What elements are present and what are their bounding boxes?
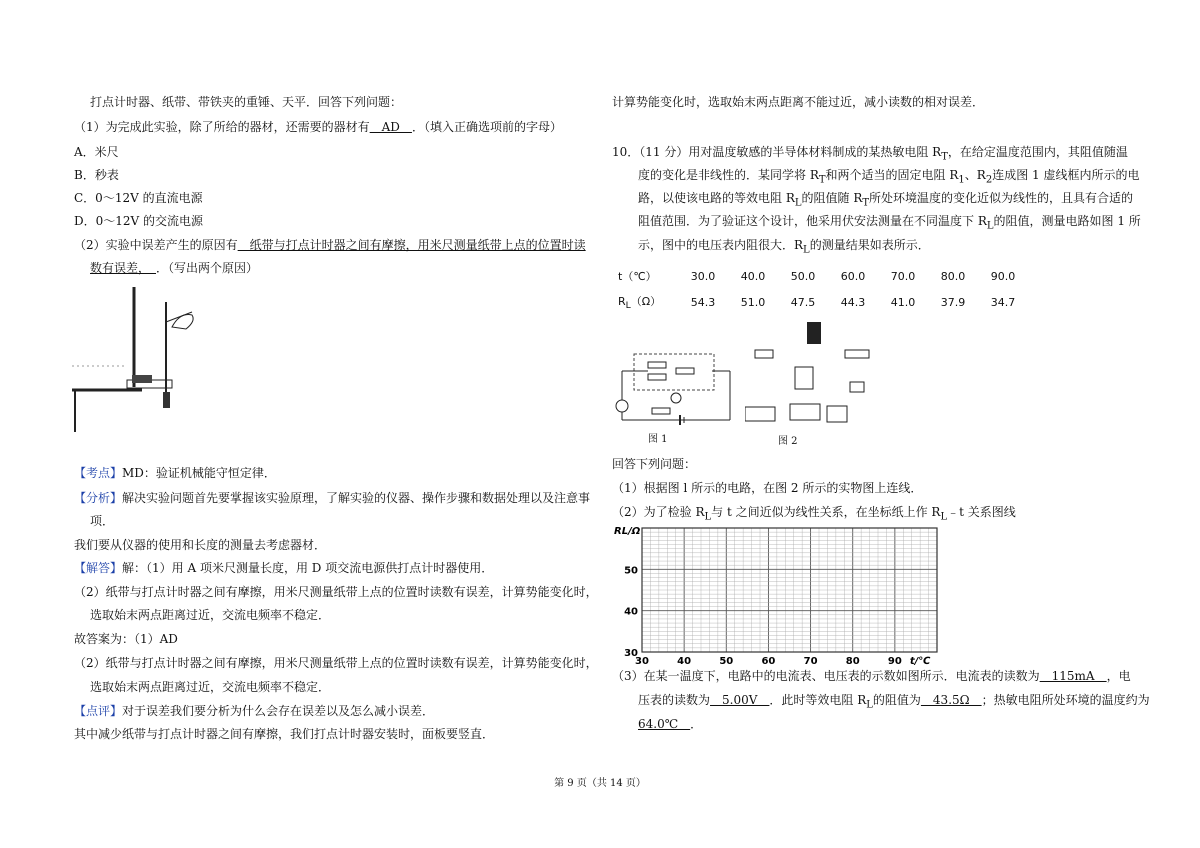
table-cell: 50.0 bbox=[790, 269, 816, 283]
data-table bbox=[618, 263, 1028, 315]
option-c: C．0～12V 的直流电源 bbox=[74, 191, 203, 205]
option-b: B．秒表 bbox=[74, 168, 119, 182]
x-tick-label: 40 bbox=[677, 656, 692, 666]
fenxi-line: 【分析】解决实验问题首先要掌握该实验原理，了解实验的仪器、操作步骤和数据处理以及注意事 bbox=[74, 491, 591, 505]
table-cell: 41.0 bbox=[890, 295, 916, 309]
option-a: A．米尺 bbox=[74, 145, 119, 159]
table-header-r: $R_L(\Omega)$ bbox=[618, 294, 662, 312]
table-row bbox=[618, 263, 1028, 289]
jieda-line-2: （2）纸带与打点计时器之间有摩擦，用米尺测量纸带上点的位置时读数有误差，计算势能变化时， bbox=[74, 585, 598, 599]
dianping-line-2: 其中减少纸带与打点计时器之间有摩擦，我们打点计时器安装时，面板要竖直． bbox=[74, 727, 495, 741]
x-tick-label: 90 bbox=[887, 656, 902, 666]
q10-line-2: 度的变化是非线性的．某同学将 $R_T$和两个适当的固定电阻 $R_1$、$R_2$连成图 1 虚线框内所示的电 bbox=[638, 168, 1140, 186]
jieda-line-3: 选取始末两点距离过近，交流电频率不稳定． bbox=[90, 608, 331, 622]
table-cell: 51.0 bbox=[740, 295, 766, 309]
y-axis-label: RL/Ω bbox=[614, 526, 641, 537]
kaodian-line: 【考点】MD：验证机械能守恒定律． bbox=[74, 466, 276, 480]
page-footer: 第 9 页（共 14 页） bbox=[554, 778, 646, 789]
intro-line: 打点计时器、纸带、带铁夹的重锤、天平．回答下列问题： bbox=[90, 95, 403, 109]
x-tick-label: 50 bbox=[719, 656, 734, 666]
y-tick-label: 30 bbox=[624, 648, 638, 659]
figure-1-label: 图 1 bbox=[648, 434, 668, 445]
table-cell: 90.0 bbox=[990, 269, 1016, 283]
table-cell: 70.0 bbox=[890, 269, 916, 283]
q2-line: （2）实验中误差产生的原因有 纸带与打点计时器之间有摩擦，用米尺测量纸带上点的位置时读 bbox=[74, 238, 586, 252]
chart-grid bbox=[642, 528, 937, 652]
sub-q3-line-3: 64.0℃ ． bbox=[638, 717, 703, 731]
q10-line-5: 示，图中的电压表内阻很大．$R_L$的测量结果如表所示． bbox=[638, 238, 930, 256]
x-tick-label: 30 bbox=[635, 656, 649, 666]
answer-line-3: 选取始末两点距离过近，交流电频率不稳定． bbox=[90, 680, 331, 694]
table-cell: 40.0 bbox=[740, 269, 766, 283]
table-cell: 30.0 bbox=[690, 269, 716, 283]
sub-q3-line-2: 压表的读数为 5.00V ．此时等效电阻 $R_L$的阻值为 43.5Ω ；热敏电阻所处环境的温度约为 bbox=[638, 693, 1150, 711]
chart-axes bbox=[614, 526, 937, 666]
sub-q3: （3）在某一温度下，电路中的电流表、电压表的示数如图所示．电流表的读数为 115mA ，电 bbox=[612, 669, 1131, 683]
x-axis-label: t/℃ bbox=[909, 656, 931, 666]
table-cell: 44.3 bbox=[840, 295, 866, 309]
option-d: D．0～12V 的交流电源 bbox=[74, 214, 204, 228]
y-tick-label: 40 bbox=[624, 606, 638, 618]
x-tick-label: 60 bbox=[761, 656, 776, 666]
table-cell: 80.0 bbox=[940, 269, 966, 283]
carryover-line: 计算势能变化时，选取始末两点距离不能过近，减小读数的相对误差． bbox=[612, 95, 985, 109]
table-cell: 60.0 bbox=[840, 269, 866, 283]
table-header-t: t（℃） bbox=[618, 270, 657, 283]
fenxi-line-2: 项． bbox=[90, 514, 115, 528]
apparatus-figure bbox=[72, 282, 202, 432]
table-cell: 34.7 bbox=[990, 295, 1016, 309]
table-cell: 47.5 bbox=[790, 295, 816, 309]
x-tick-label: 80 bbox=[845, 656, 860, 666]
dianping-line: 【点评】对于误差我们要分析为什么会存在误差以及怎么减小误差． bbox=[74, 704, 435, 718]
q10-line-3: 路，以使该电路的等效电阻 $R_L$的阻值随 $R_T$所处环境温度的变化近似为线性的，且具有合适的 bbox=[638, 191, 1134, 209]
answer-line-2: （2）纸带与打点计时器之间有摩擦，用米尺测量纸带上点的位置时读数有误差，计算势能变化时， bbox=[74, 656, 598, 670]
graph-paper-chart bbox=[612, 522, 942, 666]
q1-line: （1）为完成此实验，除了所给的器材，还需要的器材有 AD ．（填入正确选项前的字母） bbox=[74, 120, 562, 134]
x-tick-label: 70 bbox=[803, 656, 818, 666]
q10-line-1: 10．（11 分）用对温度敏感的半导体材料制成的某热敏电阻 $R_T$，在给定温度范围内，其阻值随温 bbox=[612, 145, 1128, 163]
table-cell: 54.3 bbox=[690, 295, 716, 309]
sub-q1: （1）根据图 l 所示的电路，在图 2 所示的实物图上连线． bbox=[612, 481, 923, 495]
q2-line-2: 数有误差， ．（写出两个原因） bbox=[90, 261, 259, 275]
q10-line-4: 阻值范围．为了验证这个设计，他采用伏安法测量在不同温度下 $R_L$的阻值，测量电路如图 1 所 bbox=[638, 214, 1141, 232]
jieda-line: 【解答】解：（1）用 A 项米尺测量长度，用 D 项交流电源供打点计时器使用． bbox=[74, 561, 494, 575]
sub-q2: （2）为了检验 $R_L$与 t 之间近似为线性关系，在坐标纸上作 $R_L﹣t$ 关系图线 bbox=[612, 505, 1016, 523]
y-tick-label: 50 bbox=[624, 565, 638, 577]
table-cell: 37.9 bbox=[940, 295, 966, 309]
figure-2-label: 图 2 bbox=[778, 436, 798, 447]
apparatus-figure-2 bbox=[745, 312, 885, 432]
circuit-figure-1 bbox=[612, 350, 742, 430]
answer-line-1: 故答案为：（1）AD bbox=[74, 632, 178, 646]
questions-header: 回答下列问题： bbox=[612, 457, 697, 471]
fenxi-line-3: 我们要从仪器的使用和长度的测量去考虑器材． bbox=[74, 538, 327, 552]
